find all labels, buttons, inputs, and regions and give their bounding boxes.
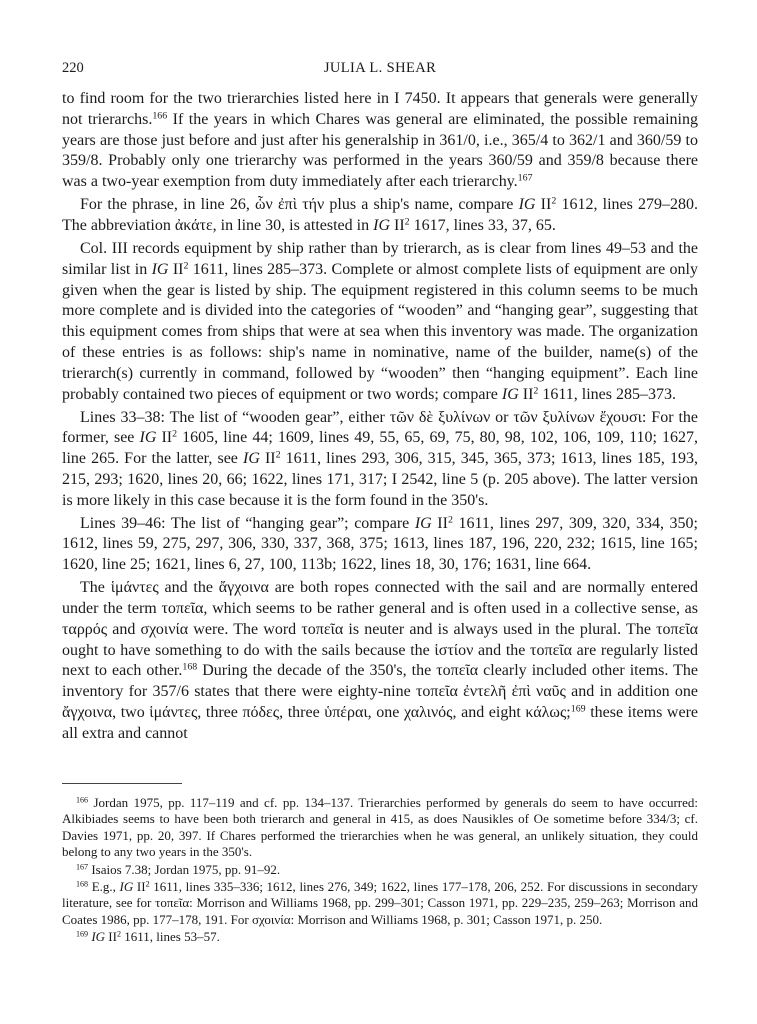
footnote-ref-169: 169 — [570, 703, 586, 715]
paragraph-ropes: The ἱμάντες and the ἄγχοινα are both ropes connected with the sail and are normally entered under the term τοπεῖα, which seems to be rather general and is often used in a collective sense, as ταρρός and σχοινία were. The word τοπεῖα is neuter and is always used in the plural. The τοπεῖα ought to have something to do with the sails because the ἱστίον and the τοπεῖα are regularly listed next to each other.$^{168}$ During the decade of the 350's, the τοπεῖα clearly included other items. The inventory for 357/6 states that there were eighty-nine τοπεῖα ἐντελῆ ἐπὶ ναῦς and in addition one ἄγχοινα, two ἱμάντες, three πόδες, three ὑπέραι, one χαλινός, and eight κάλως;$^{169}$ these items were all extra and cannot — [62, 579, 699, 742]
paragraph-hanging-gear: Lines 39–46: The list of “hanging gear”; compare IG $II^2$ 1611, lines 297, 309, 320, 334, 350; 1612, lines 59, 275, 297, 306, 330, 337, 368, 375; 1613, lines 187, 196, 220, 232; 1615, line 165; 1620, line 25; 1621, lines 6, 27, 100, 113b; 1622, lines 18, 30, 176; 1631, line 664. — [62, 514, 698, 574]
page-number: 220 — [62, 60, 84, 76]
footnote-divider — [62, 783, 182, 784]
page-header — [62, 60, 698, 80]
footnote-167: $^{167}$ Isaios 7.38; Jordan 1975, pp. 91–92. — [76, 861, 281, 877]
running-head-author: JULIA L. SHEAR — [323, 60, 437, 76]
footnote-ref-166: 166 — [152, 110, 168, 122]
paragraph-trierarchies: to find room for the two trierarchies listed here in I 7450. It appears that generals were generally not trierarchs.$^{166}$ If the years in which Chares was general are eliminated, the possible remaining years are those just before and just after his generalship in 361/0, i.e., 365/4 to 362/1 and 360/59 to 359/8. Probably only one trierarchy was performed in the years 360/59 and 359/8 because there was a two-year exemption from duty immediately after each trierarchy.$^{167}$ — [62, 90, 698, 191]
footnote-168: $^{168}$ E.g., IG $II^2$ 1611, lines 335–336; 1612, lines 276, 349; 1622, lines 177–178, 206, 252. For discussions in secondary literature, see for τοπεῖα: Morrison and Williams 1968, pp. 299–301; Casson 1971, pp. 229–235, 259–263; Morrison and Coates 1986, pp. 177–178, 191. For σχοινία: Morrison and Williams 1968, p. 301; Casson 1971, p. 250. — [62, 879, 698, 927]
footnote-ref-167: 167 — [517, 172, 533, 184]
footnote-166: $^{166}$ Jordan 1975, pp. 117–119 and cf. pp. 134–137. Trierarchies performed by generals do seem to have occurred: Alkibiades seems to have been both trierarch and general in 415, as does Nausikles of Oe sometime before 334/3; cf. Davies 1971, pp. 20, 397. If Chares performed the trierarchies when he was general, an unlikely situation, they could belong to any two years in the 350's. — [62, 795, 698, 860]
main-text — [62, 89, 698, 747]
footnote-ref-168: 168 — [182, 662, 198, 673]
footnotes — [62, 795, 698, 947]
paragraph-phrase-line-26: For the phrase, in line 26, ὧν ἐπὶ τήν plus a ship's name, compare IG $II^2$ 1612, lines 279–280. The abbreviation ἀκάτε, in line 30, is attested in IG $II^2$ 1617, lines 33, 37, 65. — [62, 195, 699, 234]
paragraph-col-iii: Col. III records equipment by ship rather than by trierarch, as is clear from lines 49–53 and the similar list in IG $II^2$ 1611, lines 285–373. Complete or almost complete lists of equipment are only given when the gear is listed by ship. The equipment registered in this column seems to be much more complete and is divided into the categories of “wooden” and “hanging gear”, suggesting that this equipment comes from ships that were at sea when this inventory was made. The organization of these entries is as follows: ship's name in nominative, name of the builder, name(s) of the trierarch(s) currently in command, followed by “wooden” then “hanging equipment”. Each line probably contained two pieces of equipment or two words; compare IG $II^2$ 1611, lines 285–373. — [62, 239, 698, 403]
footnote-169: $^{169}$ IG $II^2$ 1611, lines 53–57. — [76, 929, 220, 945]
paragraph-wooden-gear: Lines 33–38: The list of “wooden gear”, either τῶν δὲ ξυλίνων or τῶν ξυλίνων ἔχουσι: For the former, see IG $II^2$ 1605, line 44; 1609, lines 49, 55, 65, 69, 75, 80, 98, 102, 106, 109, 110; 1627, line 265. For the latter, see IG $II^2$ 1611, lines 293, 306, 315, 345, 365, 373; 1613, lines 185, 193, 215, 293; 1620, lines 20, 66; 1622, lines 171, 317; I 2542, line 5 (p. 205 above). The latter version is more likely in this case because it is the form found in the 350's. — [62, 408, 699, 509]
